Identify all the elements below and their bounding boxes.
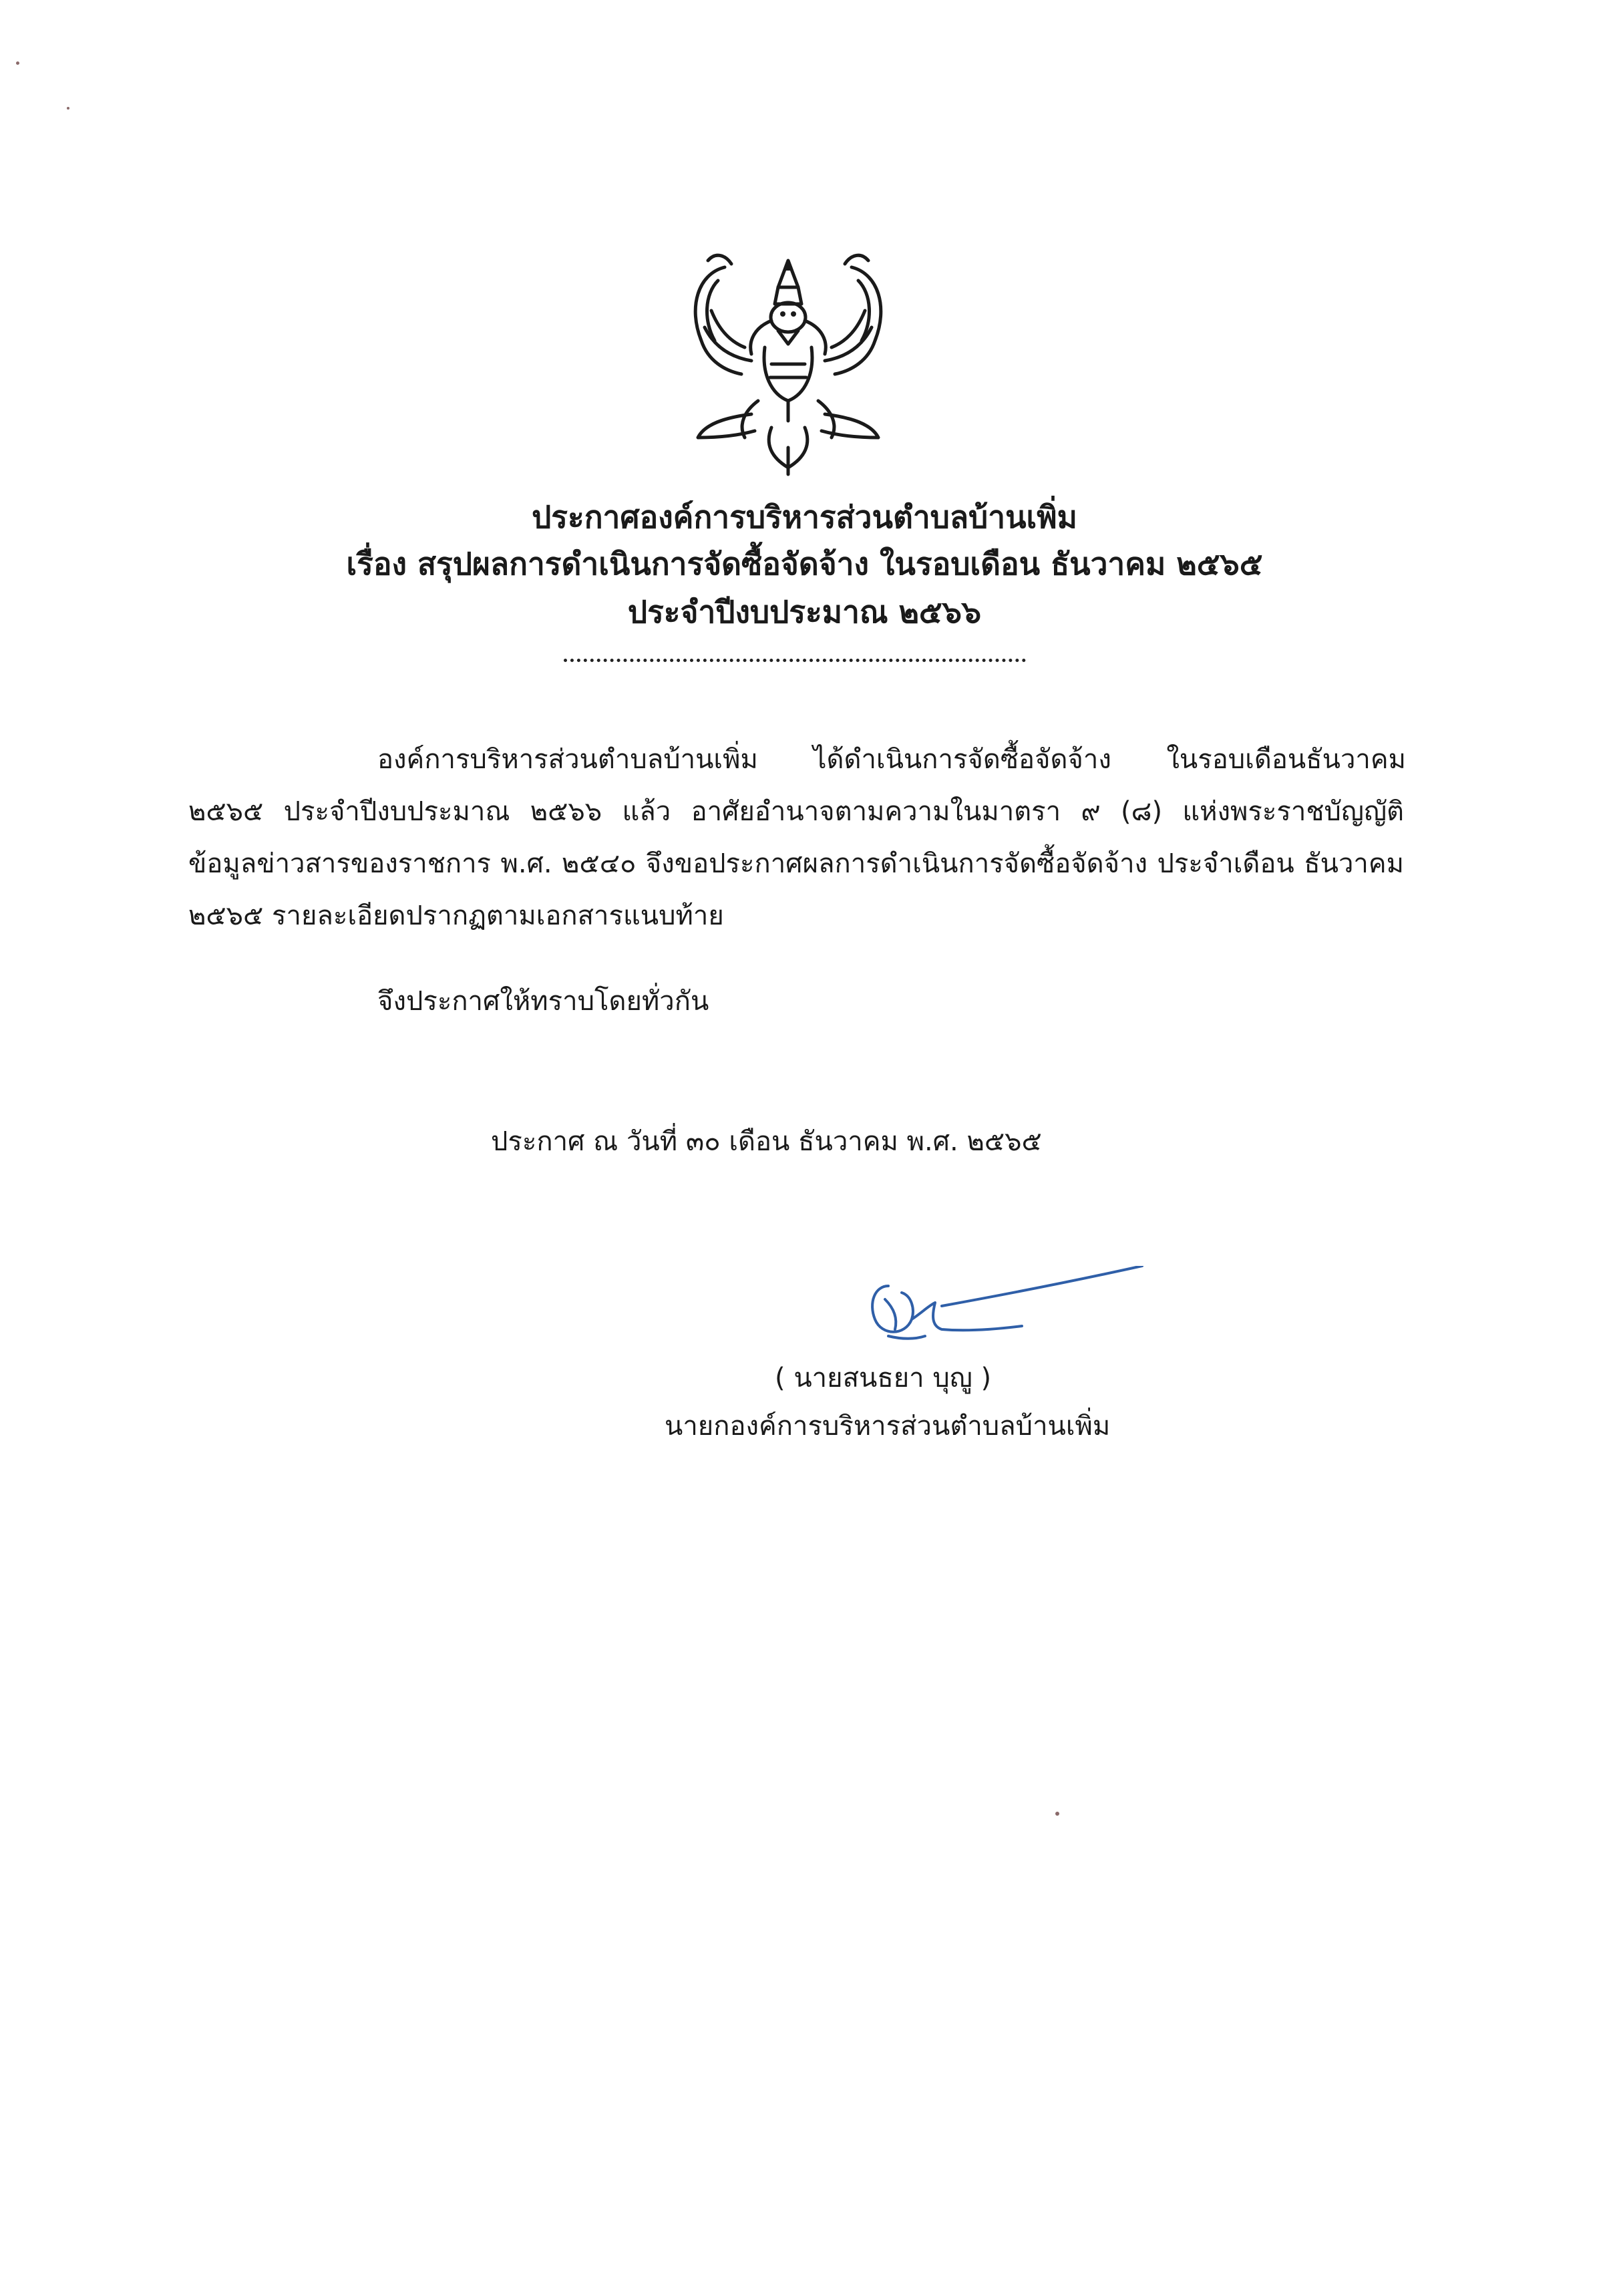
closing-statement: จึงประกาศให้ทราบโดยทั่วกัน	[377, 986, 709, 1017]
dotted-divider	[564, 659, 1026, 662]
body-line-1: องค์การบริหารส่วนตำบลบ้านเพิ่ม ได้ดำเนินการจัดซื้อจัดจ้าง ในรอบเดือนธันวาคม	[377, 744, 1406, 775]
signer-position: นายกองค์การบริหารส่วนตำบลบ้านเพิ่ม	[665, 1411, 1111, 1442]
announcement-title: ประกาศองค์การบริหารส่วนตำบลบ้านเพิ่ม	[532, 499, 1077, 535]
scan-speck	[1055, 1812, 1059, 1816]
scan-speck	[67, 107, 69, 110]
garuda-emblem-icon	[678, 247, 898, 478]
body-line-4: ๒๕๖๕ รายละเอียดปรากฏตามเอกสารแนบท้าย	[188, 900, 724, 931]
announcement-date: ประกาศ ณ วันที่ ๓๐ เดือน ธันวาคม พ.ศ. ๒๕๖๕	[491, 1126, 1042, 1157]
handwritten-signature	[848, 1266, 1155, 1366]
announcement-fiscal-year: ประจำปีงบประมาณ ๒๕๖๖	[627, 594, 982, 630]
announcement-subject: เรื่อง สรุปผลการดำเนินการจัดซื้อจัดจ้าง ในรอบเดือน ธันวาคม ๒๕๖๕	[346, 546, 1263, 582]
scan-speck	[16, 61, 19, 65]
body-line-2: ๒๕๖๕ ประจำปีงบประมาณ ๒๕๖๖ แล้ว อาศัยอำนาจตามความในมาตรา ๙ (๘) แห่งพระราชบัญญัติ	[188, 796, 1404, 827]
body-line-3: ข้อมูลข่าวสารของราชการ พ.ศ. ๒๕๔๐ จึงขอประกาศผลการดำเนินการจัดซื้อจัดจ้าง ประจำเดือน ธันวาคม	[188, 848, 1404, 879]
signer-name: ( นายสนธยา บุญู )	[775, 1363, 992, 1393]
